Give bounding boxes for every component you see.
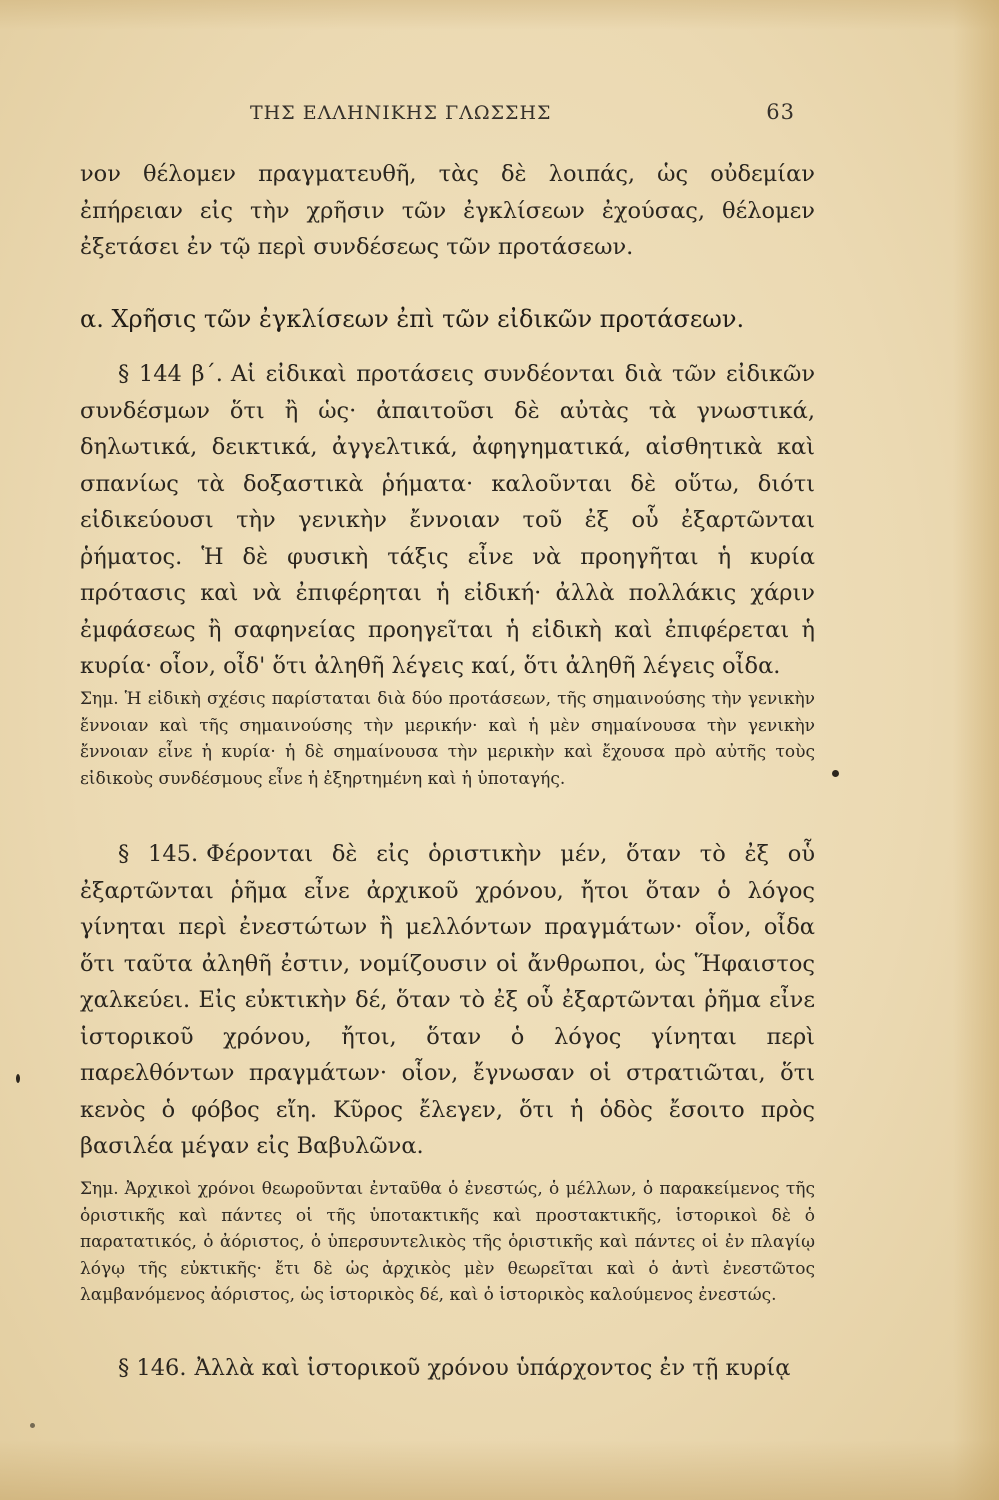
- intro-paragraph-text: νον θέλομεν πραγματευθῆ, τὰς δὲ λοιπάς, ὡς οὐδεμίαν ἐπήρειαν εἰς τὴν χρῆσιν τῶν ἐγκλίσεων ἐχούσας, θέλομεν ἐξετάσει ἐν τῷ περὶ συνδέσεως τῶν προτάσεων.: [80, 161, 815, 260]
- section-number: § 146.: [118, 1355, 187, 1381]
- section-146: [80, 1350, 815, 1387]
- page-number: 63: [766, 100, 795, 124]
- page-header: [250, 98, 795, 138]
- note-label: Σημ.: [80, 689, 119, 709]
- section-145: [80, 836, 815, 1165]
- page-shading-bottom: [0, 1440, 999, 1500]
- ink-speck: [30, 1423, 35, 1428]
- page-shading-top: [0, 0, 999, 30]
- section-heading: α. Χρῆσις τῶν ἐγκλίσεων ἐπὶ τῶν εἰδικῶν προτάσεων.: [80, 305, 745, 333]
- section-number: § 144 β΄.: [118, 361, 223, 387]
- ink-speck: [16, 1074, 20, 1083]
- footnote-2: [80, 1176, 815, 1309]
- section-text: Φέρονται δὲ εἰς ὁριστικὴν μέν, ὅταν τὸ ἐξ οὗ ἐξαρτῶνται ῥῆμα εἶνε ἀρχικοῦ χρόνου, ἤτοι ὅταν ὁ λόγος γίνηται περὶ ἐνεστώτων ἢ μελλόντων πραγμάτων· οἷον, οἶδα ὅτι ταῦτα ἀληθῆ ἐστιν, νομίζουσιν οἱ ἄνθρωποι, ὡς Ἥφαιστος χαλκεύει. Εἰς εὐκτικὴν δέ, ὅταν τὸ ἐξ οὗ ἐξαρτῶνται ῥῆμα εἶνε ἱστορικοῦ χρόνου, ἤτοι, ὅταν ὁ λόγος γίνηται περὶ παρελθόντων πραγμάτων· οἷον, ἔγνωσαν οἱ στρατιῶται, ὅτι κενὸς ὁ φόβος εἴη. Κῦρος ἔλεγεν, ὅτι ἡ ὁδὸς ἔσοιτο πρὸς βασιλέα μέγαν εἰς Βαβυλῶνα.: [80, 841, 815, 1159]
- section-number: § 145.: [118, 841, 199, 867]
- page-shading-right: [953, 0, 999, 1500]
- ink-speck: [832, 770, 839, 777]
- section-144: [80, 356, 815, 685]
- note-text: Ἀρχικοὶ χρόνοι θεωροῦνται ἐνταῦθα ὁ ἐνεστώς, ὁ μέλλων, ὁ παρακείμενος τῆς ὁριστικῆς καὶ πάντες οἱ τῆς ὑποτακτικῆς καὶ προστακτικῆς, ἱστορικοὶ δὲ ὁ παρατατικός, ὁ ἀόριστος, ὁ ὑπερσυντελικὸς τῆς ὁριστικῆς καὶ πάντες οἱ ἐν πλαγίῳ λόγῳ τῆς εὐκτικῆς· ἔτι δὲ ὡς ἀρχικὸς μὲν θεωρεῖται καὶ ὁ ἀντὶ ἐνεστῶτος λαμβανόμενος ἀόριστος, ὡς ἱστορικὸς δέ, καὶ ὁ ἱστορικὸς καλούμενος ἐνεστώς.: [80, 1179, 815, 1305]
- note-text: Ἡ εἰδικὴ σχέσις παρίσταται διὰ δύο προτάσεων, τῆς σημαινούσης τὴν γενικὴν ἔννοιαν καὶ τῆς σημαινούσης τὴν μερικήν· καὶ ἡ μὲν σημαίνουσα τὴν γενικὴν ἔννοιαν εἶνε ἡ κυρία· ἡ δὲ σημαίνουσα τὴν μερικὴν καὶ ἔχουσα πρὸ αὐτῆς τοὺς εἰδικοὺς συνδέσμους εἶνε ἡ ἐξηρτημένη καὶ ἡ ὑποταγής.: [80, 689, 815, 789]
- section-text: Αἱ εἰδικαὶ προτάσεις συνδέονται διὰ τῶν εἰδικῶν συνδέσμων ὅτι ἢ ὡς· ἀπαιτοῦσι δὲ αὐτὰς τὰ γνωστικά, δηλωτικά, δεικτικά, ἀγγελτικά, ἀφηγηματικά, αἰσθητικὰ καὶ σπανίως τὰ δοξαστικὰ ῥήματα· καλοῦνται δὲ οὕτω, διότι εἰδικεύουσι τὴν γενικὴν ἔννοιαν τοῦ ἐξ οὗ ἐξαρτῶνται ῥήματος. Ἡ δὲ φυσικὴ τάξις εἶνε νὰ προηγῆται ἡ κυρία πρότασις καὶ νὰ ἐπιφέρηται ἡ εἰδική· ἀλλὰ πολλάκις χάριν ἐμφάσεως ἢ σαφηνείας προηγεῖται ἡ εἰδικὴ καὶ ἐπιφέρεται ἡ κυρία· οἷον, οἶδ' ὅτι ἀληθῆ λέγεις καί, ὅτι ἀληθῆ λέγεις οἶδα.: [80, 361, 815, 679]
- footnote-1: [80, 686, 815, 792]
- intro-paragraph: [80, 156, 815, 266]
- running-title: ΤΗΣ ΕΛΛΗΝΙΚΗΣ ΓΛΩΣΣΗΣ: [250, 102, 552, 124]
- section-text: Ἀλλὰ καὶ ἱστορικοῦ χρόνου ὑπάρχοντος ἐν τῇ κυρίᾳ: [194, 1355, 791, 1381]
- note-label: Σημ.: [80, 1179, 119, 1199]
